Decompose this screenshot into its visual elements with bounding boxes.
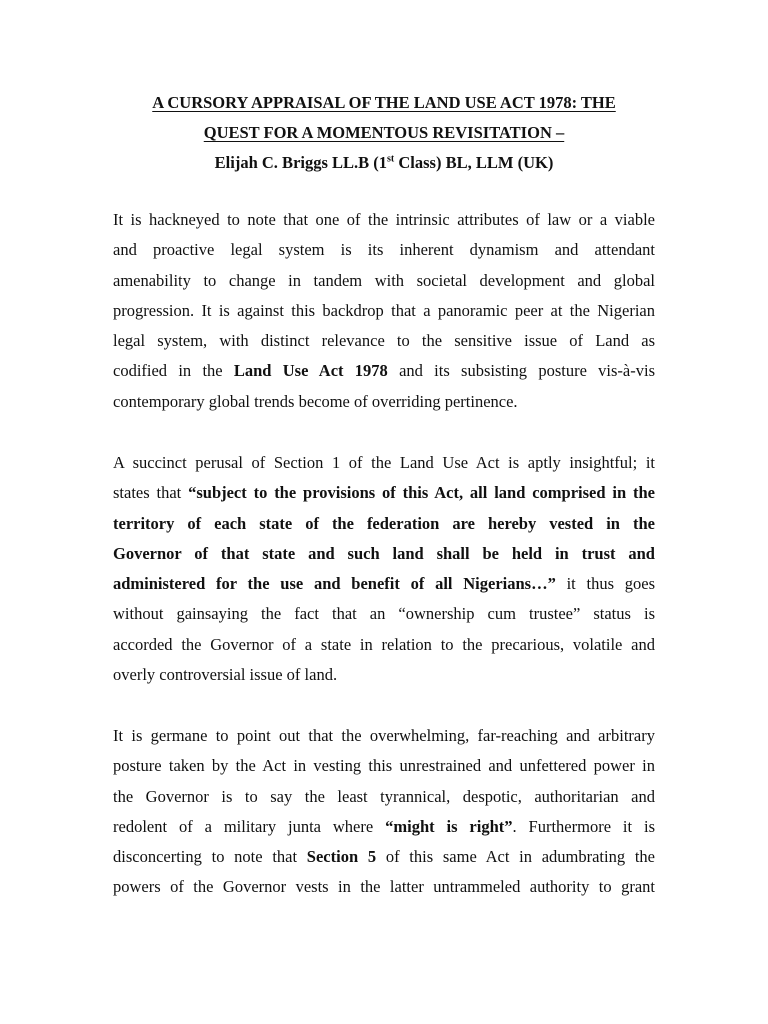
bold-quotation: administered for the use and benefit of all Nigerians…”: [113, 574, 556, 594]
text-run: states that: [113, 483, 189, 503]
paragraph-line: the Governor is to say the least tyrannical, despotic, authoritarian and: [113, 786, 655, 806]
paragraph-line: A succinct perusal of Section 1 of the Land Use Act is aptly insightful; it: [113, 453, 655, 472]
text-run: of this same Act in adumbrating the: [376, 847, 655, 867]
paragraph-line: progression. It is against this backdrop that a panoramic peer at the Nigerian: [113, 300, 655, 320]
text-run: it thus goes: [555, 574, 655, 594]
paragraph-line: posture taken by the Act in vesting this unrestrained and unfettered power in: [113, 756, 655, 776]
bold-quotation: “subject to the provisions of this Act, all land comprised in the: [188, 483, 655, 503]
paragraph-line: It is germane to point out that the overwhelming, far-reaching and arbitrary: [113, 726, 655, 745]
paragraph-line: accorded the Governor of a state in relation to the precarious, volatile and: [113, 634, 655, 654]
bold-reference: Section 5: [306, 847, 377, 867]
text-run: redolent of a military junta where: [113, 816, 386, 836]
paragraph-3: [113, 721, 655, 903]
bold-reference: Land Use Act 1978: [233, 361, 388, 381]
text-run: codified in the: [113, 361, 234, 381]
paragraph-line: [113, 478, 655, 508]
paragraph-1: [113, 205, 655, 417]
author-superscript: st: [387, 153, 395, 165]
paragraph-line: contemporary global trends become of overriding pertinence.: [113, 391, 518, 411]
paragraph-line: amenability to change in tandem with societal development and global: [113, 270, 655, 290]
author-credit: [80, 148, 688, 178]
text-run: . Furthermore it is: [512, 816, 656, 836]
author-name: Elijah C. Briggs LL.B (1: [214, 153, 388, 172]
paragraph-line: territory of each state of the federation are hereby vested in the: [113, 513, 655, 533]
paragraph-2: [113, 448, 655, 690]
document-title-line-1: A CURSORY APPRAISAL OF THE LAND USE ACT 1978: THE: [152, 93, 616, 112]
paragraph-line: powers of the Governor vests in the latter untrammeled authority to grant: [113, 877, 655, 897]
paragraph-line: without gainsaying the fact that an “ownership cum trustee” status is: [113, 604, 655, 624]
paragraph-line: It is hackneyed to note that one of the intrinsic attributes of law or a viable: [113, 210, 655, 229]
text-run: and its subsisting posture vis-à-vis: [387, 361, 655, 381]
paragraph-line: [113, 842, 655, 872]
paragraph-line: overly controversial issue of land.: [113, 665, 338, 685]
document-title-line-2: QUEST FOR A MOMENTOUS REVISITATION –: [203, 123, 565, 142]
paragraph-line: [113, 812, 655, 842]
author-qualifications: Class) BL, LLM (UK): [394, 153, 554, 172]
paragraph-line: [113, 356, 655, 386]
paragraph-line: and proactive legal system is its inherent dynamism and attendant: [113, 240, 655, 260]
bold-quotation: “might is right”: [385, 816, 513, 836]
document-header: [80, 88, 688, 178]
paragraph-line: Governor of that state and such land shall be held in trust and: [113, 543, 655, 563]
paragraph-line: [113, 569, 655, 599]
text-run: disconcerting to note that: [113, 847, 307, 867]
paragraph-line: legal system, with distinct relevance to the sensitive issue of Land as: [113, 331, 655, 351]
